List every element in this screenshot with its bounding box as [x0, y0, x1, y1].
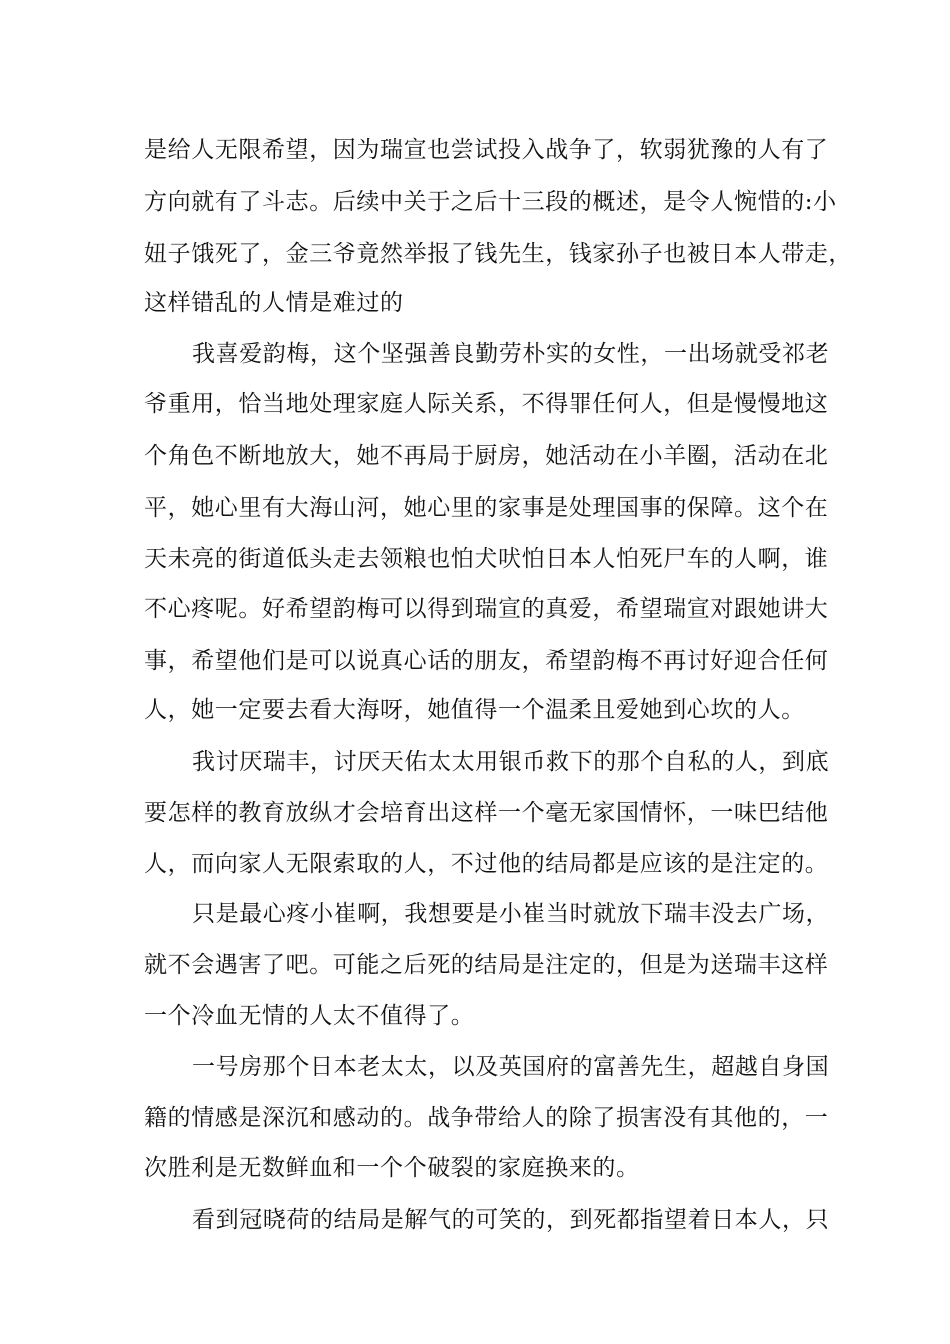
text-line: 妞子饿死了，金三爷竟然举报了钱先生，钱家孙子也被日本人带走， [144, 241, 852, 267]
text-line: 是给人无限希望，因为瑞宣也尝试投入战争了，软弱犹豫的人有了 [144, 137, 829, 163]
text-line: 爷重用，恰当地处理家庭人际关系，不得罪任何人，但是慢慢地这 [144, 391, 829, 417]
text-line: 天未亮的街道低头走去领粮也怕犬吠怕日本人怕死尸车的人啊，谁 [144, 546, 829, 572]
text-line: 我讨厌瑞丰，讨厌天佑太太用银币救下的那个自私的人，到底 [192, 749, 830, 775]
text-line: 平，她心里有大海山河，她心里的家事是处理国事的保障。这个在 [144, 495, 829, 521]
text-line: 事，希望他们是可以说真心话的朋友，希望韵梅不再讨好迎合任何 [144, 648, 829, 674]
text-line: 就不会遇害了吧。可能之后死的结局是注定的，但是为送瑞丰这样 [144, 952, 829, 978]
text-line: 人，而向家人无限索取的人，不过他的结局都是应该的是注定的。 [144, 851, 829, 877]
text-line: 方向就有了斗志。后续中关于之后十三段的概述，是令人惋惜的:小 [144, 189, 837, 215]
text-line: 要怎样的教育放纵才会培育出这样一个毫无家国情怀，一味巴结他 [144, 800, 829, 826]
text-line: 这样错乱的人情是难过的 [144, 290, 404, 316]
text-line: 籍的情感是深沉和感动的。战争带给人的除了损害没有其他的，一 [144, 1105, 829, 1131]
text-line: 不心疼呢。好希望韵梅可以得到瑞宣的真爱，希望瑞宣对跟她讲大 [144, 596, 829, 622]
text-line: 看到冠晓荷的结局是解气的可笑的，到死都指望着日本人，只 [192, 1207, 830, 1233]
text-line: 一个冷血无情的人太不值得了。 [144, 1003, 475, 1029]
text-line: 一号房那个日本老太太，以及英国府的富善先生，超越自身国 [192, 1054, 830, 1080]
text-line: 个角色不断地放大，她不再局于厨房，她活动在小羊圈，活动在北 [144, 443, 829, 469]
text-line: 只是最心疼小崔啊，我想要是小崔当时就放下瑞丰没去广场， [192, 901, 830, 927]
text-line: 我喜爱韵梅，这个坚强善良勤劳朴实的女性，一出场就受祁老 [192, 341, 830, 367]
text-line: 次胜利是无数鲜血和一个个破裂的家庭换来的。 [144, 1155, 640, 1181]
text-line: 人，她一定要去看大海呀，她值得一个温柔且爱她到心坎的人。 [144, 697, 805, 723]
